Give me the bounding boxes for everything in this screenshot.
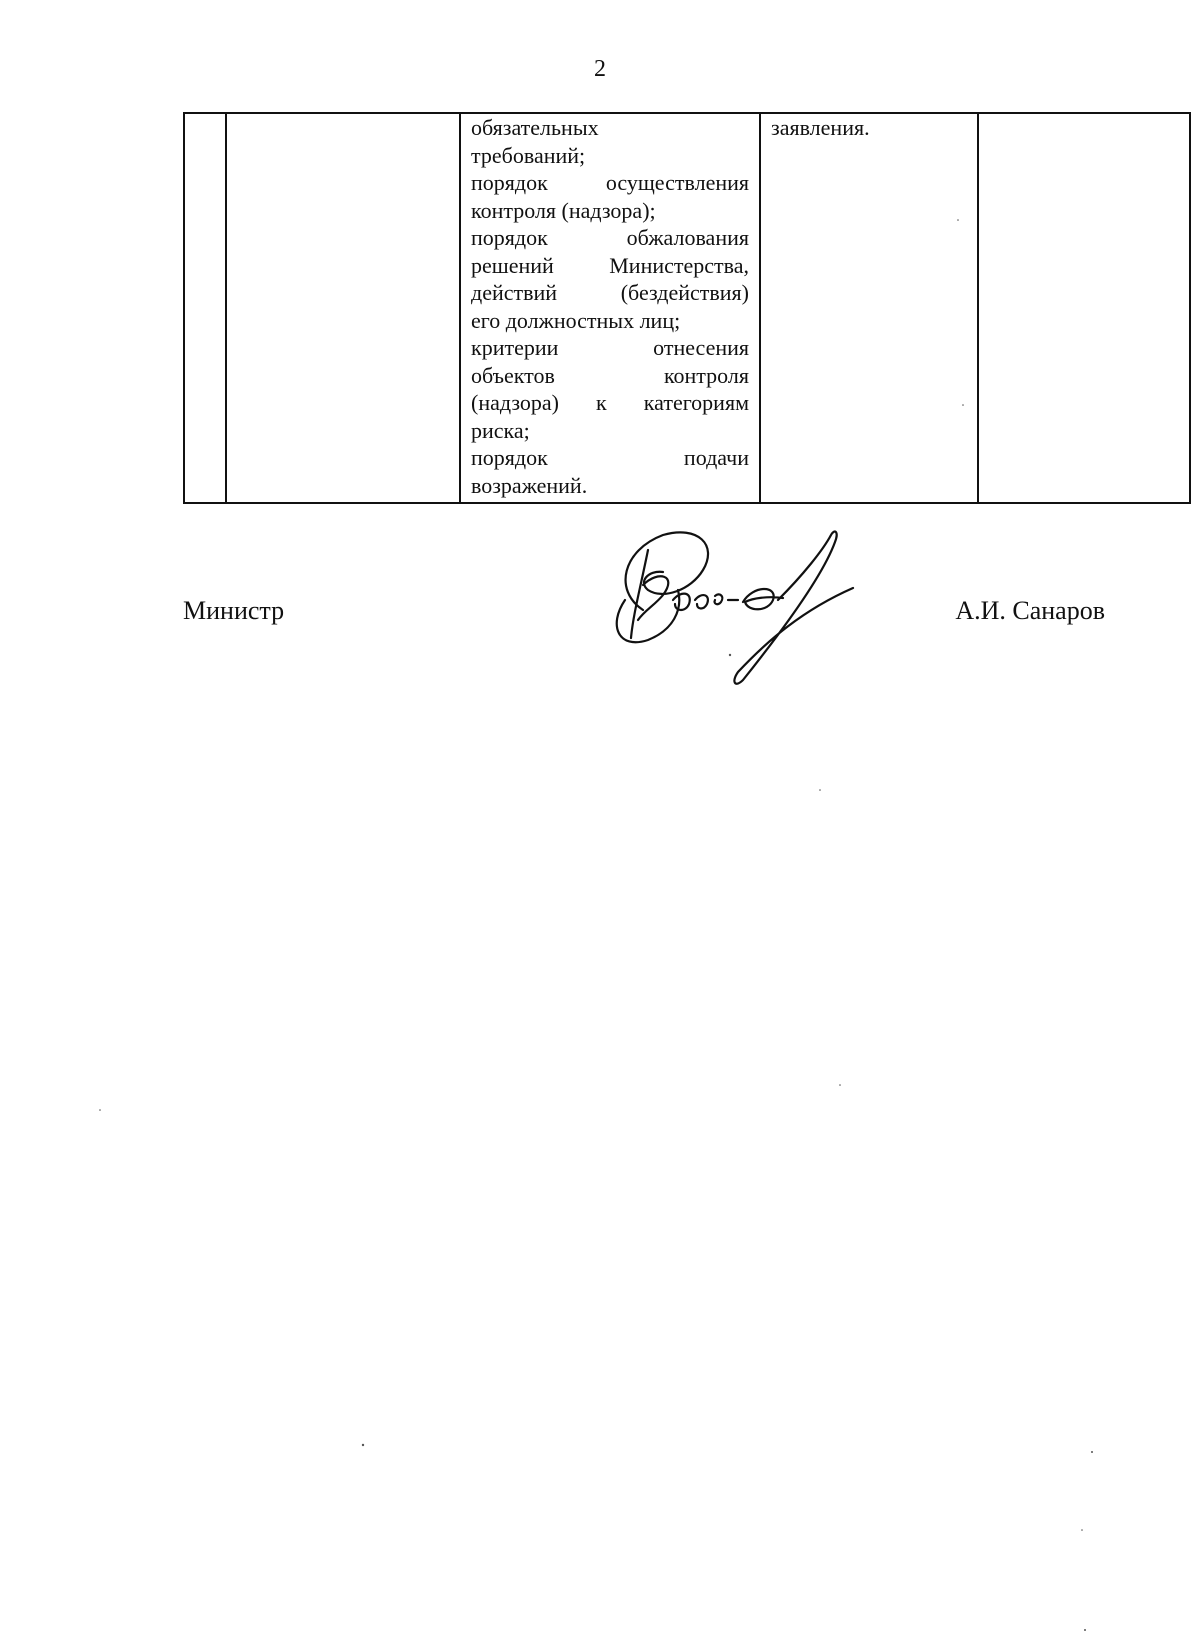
handwritten-signature [603,530,873,690]
requirements-line: контроля (надзора); [471,197,656,223]
requirements-line: (надзора) к категориям [471,390,749,415]
page-number-text: 2 [594,56,606,82]
requirements-line: обязательных [471,115,599,140]
requirements-line: порядок осуществления [471,170,749,195]
table-row [184,113,1190,503]
page-number [0,56,1200,83]
table-cell-basis: заявления. [760,113,978,503]
requirements-line: риска; [471,417,530,443]
requirements-line: порядок подачи [471,445,749,470]
table-cell-notes [978,113,1190,503]
signer-position: Министр [183,596,285,625]
requirements-table [183,112,1191,504]
signer-name: А.И. Санаров [955,596,1105,625]
requirements-line: возражений. [471,472,588,498]
table-cell-requirements [460,113,760,503]
table-cell-number [184,113,226,503]
requirements-line: действий (бездействия) [471,280,749,305]
requirements-line: требований; [471,142,586,168]
requirements-line: критерии отнесения [471,335,749,360]
requirements-line: порядок обжалования [471,225,749,250]
requirements-list [471,114,749,499]
requirements-line: объектов контроля [471,362,749,388]
requirements-line: решений Министерства, [471,252,749,278]
requirements-line: его должностных лиц; [471,307,681,333]
table-cell-name [226,113,460,503]
